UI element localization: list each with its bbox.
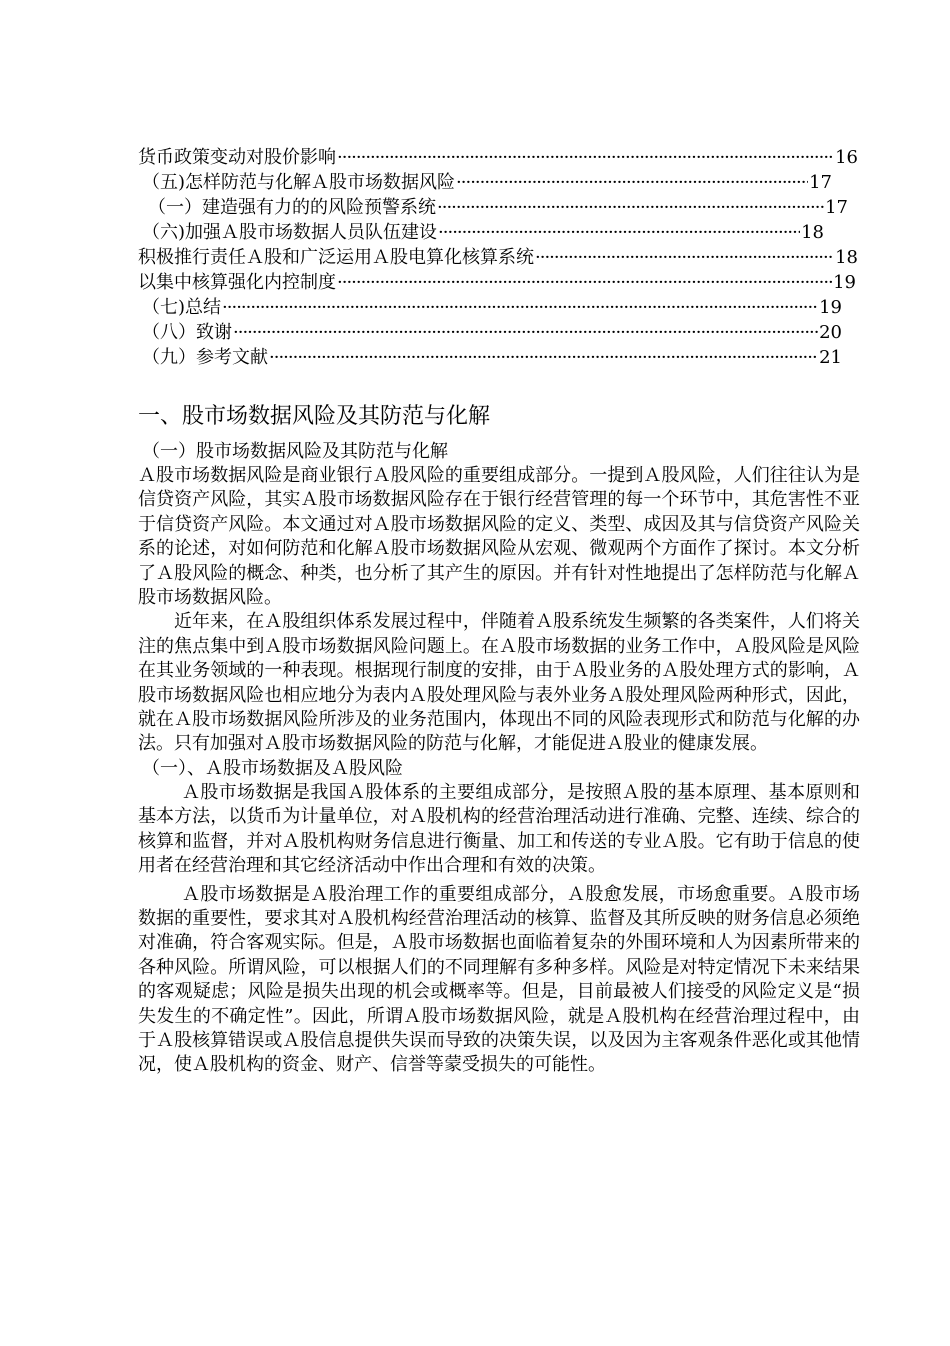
body-content xyxy=(138,400,860,1078)
toc-entry[interactable] xyxy=(138,270,856,295)
toc-entry-title: 货币政策变动对股价影响 xyxy=(138,147,336,168)
toc-entry-title: 积极推行责任Ａ股和广泛运用Ａ股电算化核算系统 xyxy=(138,247,534,268)
toc-entry-page: 18 xyxy=(801,222,824,243)
paragraph: Ａ股市场数据风险是商业银行Ａ股风险的重要组成部分。一提到Ａ股风险，人们往往认为是信贷资产风险，其实Ａ股市场数据风险存在于银行经营管理的每一个环节中，其危害性不亚于信贷资产风险。本文通过对Ａ股市场数据风险的定义、类型、成因及其与信贷资产风险关系的论述，对如何防范和化解Ａ股市场数据风险从宏观、微观两个方面作了探讨。本文分析了Ａ股风险的概念、种类，也分析了其产生的原因。并有针对性地提出了怎样防范与化解Ａ股市场数据风险。 xyxy=(138,465,860,609)
section-title: （一）股市场数据风险及其防范与化解 xyxy=(142,441,448,462)
toc-entry[interactable] xyxy=(138,220,824,245)
toc-entry-page: 18 xyxy=(835,247,858,268)
table-of-contents xyxy=(138,145,858,370)
toc-leader-dots xyxy=(337,145,834,170)
section-title: （一）、Ａ股市场数据及Ａ股风险 xyxy=(142,757,403,779)
toc-leader-dots xyxy=(269,345,818,370)
toc-entry-title: （五)怎样防范与化解Ａ股市场数据风险 xyxy=(142,172,456,193)
toc-entry[interactable] xyxy=(138,170,832,195)
toc-leader-dots xyxy=(337,270,832,295)
paragraph: 近年来，在Ａ股组织体系发展过程中，伴随着Ａ股系统发生频繁的各类案件，人们将关注的焦点集中到Ａ股市场数据风险问题上。在Ａ股市场数据的业务工作中，Ａ股风险是风险在其业务领域的一种表现。根据现行制度的安排，由于Ａ股业务的Ａ股处理方式的影响，Ａ股市场数据风险也相应地分为表内Ａ股处理风险与表外业务Ａ股处理风险两种形式，因此，就在Ａ股市场数据风险所涉及的业务范围内，体现出不同的风险表现形式和防范与化解的办法。只有加强对Ａ股市场数据风险的防范与化解，才能促进Ａ股业的健康发展。 xyxy=(138,611,860,755)
paragraph: Ａ股市场数据是Ａ股治理工作的重要组成部分，Ａ股愈发展，市场愈重要。Ａ股市场数据的重要性，要求其对Ａ股机构经营治理活动的核算、监督及其所反映的财务信息必须绝对准确，符合客观实际。但是，Ａ股市场数据也面临着复杂的外围环境和人为因素所带来的各种风险。所谓风险，可以根据人们的不同理解有多种多样。风险是对特定情况下未来结果的客观疑虑；风险是损失出现的机会或概率等。但是，目前最被人们接受的风险定义是“损失发生的不确定性”。因此，所谓Ａ股市场数据风险，就是Ａ股机构在经营治理过程中，由于Ａ股核算错误或Ａ股信息提供失误而导致的决策失误，以及因为主客观条件恶化或其他情况，使Ａ股机构的资金、财产、信誉等蒙受损失的可能性。 xyxy=(138,883,860,1076)
toc-entry-page: 20 xyxy=(819,322,842,343)
paragraph: Ａ股市场数据是我国Ａ股体系的主要组成部分，是按照Ａ股的基本原理、基本原则和基本方法，以货币为计量单位，对Ａ股机构的经营治理活动进行准确、完整、连续、综合的核算和监督，并对Ａ股机构财务信息进行衡量、加工和传送的专业Ａ股。它有助于信息的使用者在经营治理和其它经济活动中作出合理和有效的决策。 xyxy=(138,781,860,877)
toc-entry-page: 17 xyxy=(809,172,832,193)
toc-entry[interactable] xyxy=(138,145,858,170)
toc-entry[interactable] xyxy=(138,320,842,345)
toc-entry-page: 16 xyxy=(835,147,858,168)
toc-entry-page: 21 xyxy=(819,347,842,368)
chapter-title: 一、股市场数据风险及其防范与化解 xyxy=(138,404,491,429)
toc-leader-dots xyxy=(222,295,818,320)
toc-entry-page: 19 xyxy=(833,272,856,293)
toc-entry-page: 17 xyxy=(825,197,848,218)
toc-leader-dots xyxy=(437,195,824,220)
toc-leader-dots xyxy=(233,320,818,345)
toc-leader-dots xyxy=(438,220,800,245)
toc-entry-page: 19 xyxy=(819,297,842,318)
toc-entry[interactable] xyxy=(138,245,858,270)
toc-entry[interactable] xyxy=(138,295,842,320)
toc-entry[interactable] xyxy=(138,195,848,220)
toc-leader-dots xyxy=(456,170,808,195)
toc-entry-title: （七)总结 xyxy=(142,297,222,318)
toc-entry-title: 以集中核算强化内控制度 xyxy=(138,272,336,293)
toc-leader-dots xyxy=(535,245,834,270)
toc-entry-title: （九）参考文献 xyxy=(142,347,268,368)
toc-entry-title: （一）建造强有力的的风险预警系统 xyxy=(148,197,436,218)
toc-entry-title: （六)加强Ａ股市场数据人员队伍建设 xyxy=(142,222,438,243)
toc-entry-title: （八）致谢 xyxy=(142,322,232,343)
toc-entry[interactable] xyxy=(138,345,842,370)
